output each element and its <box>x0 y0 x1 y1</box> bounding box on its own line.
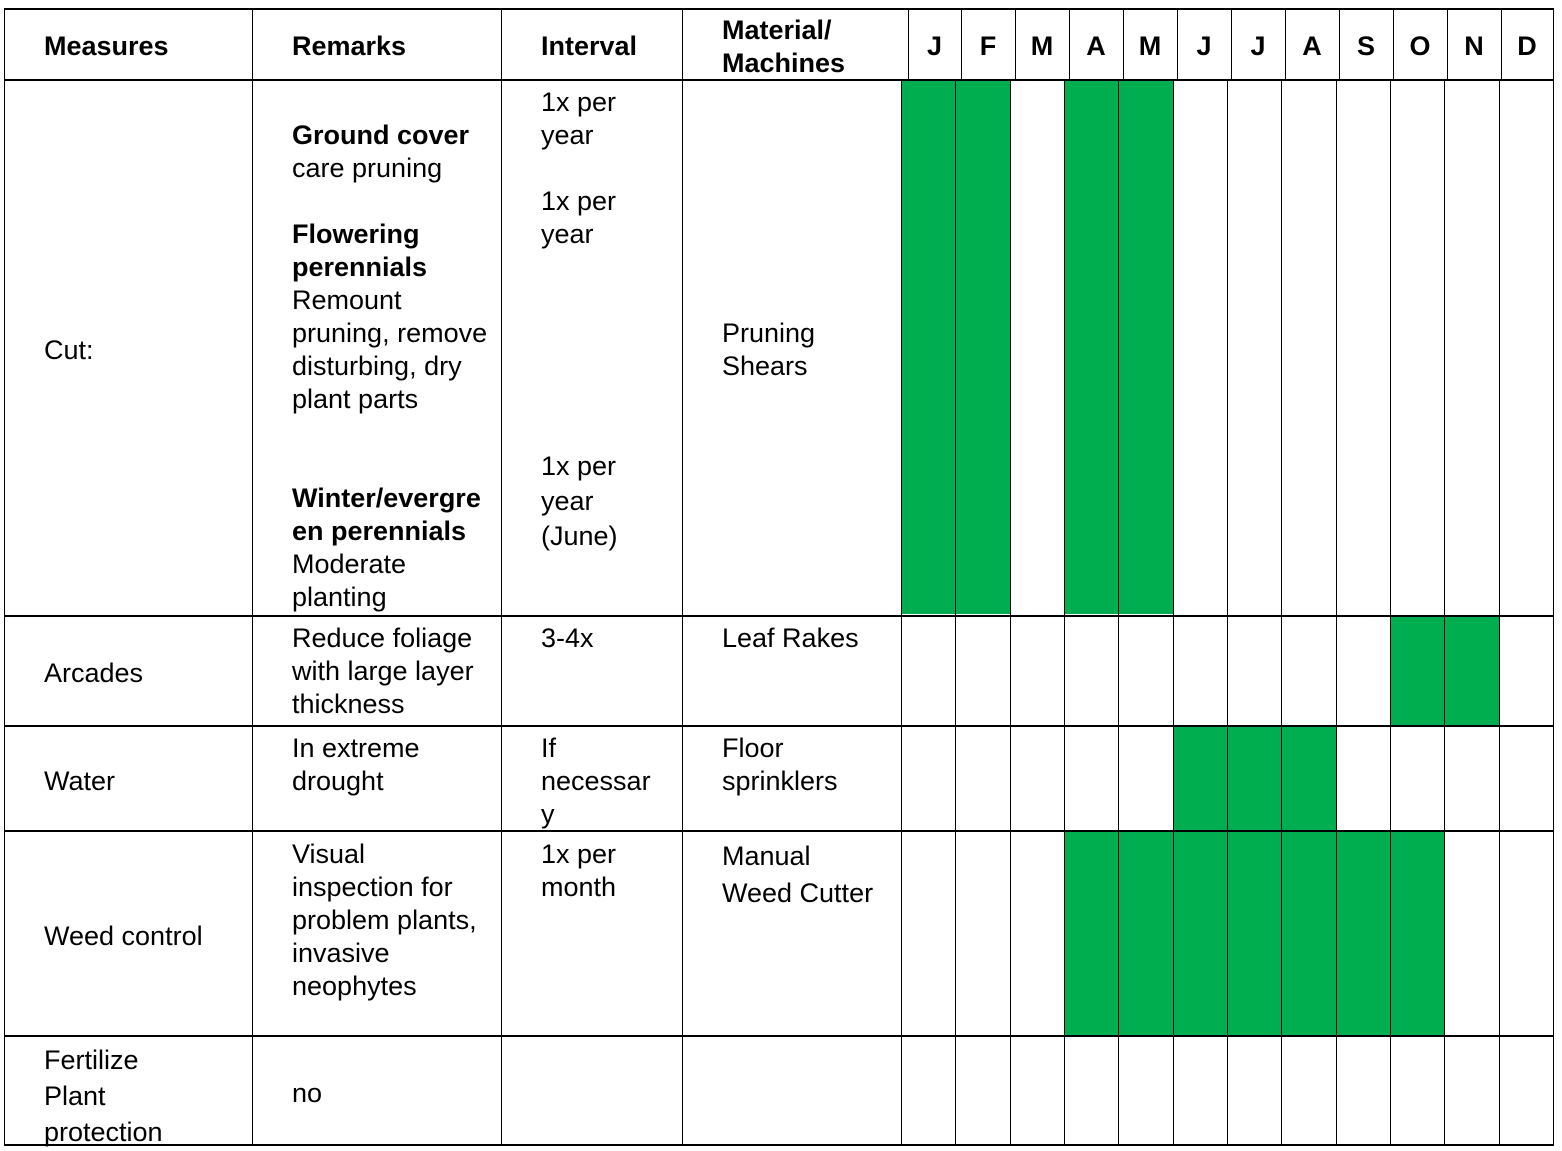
column-divider <box>1553 8 1554 1146</box>
month-active-cell <box>1228 832 1281 1035</box>
month-active-cell <box>1391 617 1444 725</box>
interval-arcades: 3-4x <box>541 623 594 653</box>
column-divider <box>682 8 683 1146</box>
row-divider <box>4 830 1554 832</box>
column-divider <box>252 8 253 1146</box>
header-interval: Interval <box>541 31 638 61</box>
material-cut: Pruning Shears <box>722 318 816 381</box>
row-divider <box>4 725 1554 727</box>
month-column-divider <box>1281 80 1282 1145</box>
remark-weed-control: Visual inspection for problem plants, invasive neophytes <box>292 839 477 1001</box>
month-header: M <box>1138 31 1162 61</box>
measure-fertilize: Fertilize Plant protection <box>44 1045 163 1147</box>
month-header: A <box>1086 31 1106 61</box>
month-header: J <box>926 31 943 61</box>
material-arcades: Leaf Rakes <box>722 623 859 653</box>
month-column-divider <box>1444 80 1445 1145</box>
month-active-cell <box>1228 727 1281 830</box>
month-header: O <box>1409 31 1431 61</box>
measure-cut: Cut: <box>44 335 94 365</box>
month-active-cell <box>956 80 1010 614</box>
month-column-divider <box>1010 80 1011 1145</box>
month-column-divider <box>1064 80 1065 1145</box>
interval-ground-cover: 1x per year <box>541 87 617 150</box>
column-divider <box>501 8 502 1146</box>
month-active-cell <box>1282 727 1336 830</box>
interval-flowering: 1x per year <box>541 186 617 249</box>
month-active-cell <box>1065 832 1118 1035</box>
month-column-divider <box>1390 80 1391 1145</box>
table-border-top <box>4 8 1554 10</box>
material-weed-control: Manual Weed Cutter <box>722 841 874 908</box>
remark-ground-cover: Ground cover care pruning <box>292 120 470 183</box>
month-header: N <box>1464 31 1484 61</box>
measure-arcades: Arcades <box>44 658 144 688</box>
header-measures: Measures <box>44 31 169 61</box>
month-header: F <box>979 31 997 61</box>
month-column-divider <box>955 80 956 1145</box>
measure-weed-control: Weed control <box>44 921 203 951</box>
month-active-cell <box>1065 80 1118 614</box>
month-active-cell <box>902 80 955 614</box>
interval-weed-control: 1x per month <box>541 839 617 902</box>
month-active-cell <box>1119 832 1173 1035</box>
column-divider <box>4 8 5 1146</box>
interval-winter: 1x per year (June) <box>541 451 618 551</box>
month-column-divider <box>901 80 902 1145</box>
header-remarks: Remarks <box>292 31 407 61</box>
month-column-divider <box>1499 80 1500 1145</box>
month-header: J <box>1250 31 1266 61</box>
row-divider <box>4 1035 1554 1037</box>
month-header: D <box>1517 31 1537 61</box>
month-active-cell <box>1445 617 1499 725</box>
month-active-cell <box>1119 80 1173 614</box>
row-divider <box>4 615 1554 617</box>
remark-flowering-perennials: Flowering perennials Remount pruning, remove disturbing, dry plant parts <box>292 219 488 414</box>
month-column-divider <box>1227 80 1228 1145</box>
month-header: S <box>1356 31 1375 61</box>
month-column-divider <box>1336 80 1337 1145</box>
month-header: J <box>1196 31 1212 61</box>
month-active-cell <box>1174 727 1227 830</box>
material-water: Floor sprinklers <box>722 733 838 796</box>
remark-arcades: Reduce foliage with large layer thickness <box>292 623 474 719</box>
table-border-bottom <box>4 1144 1554 1146</box>
measure-water: Water <box>44 766 116 796</box>
month-column-divider <box>1118 80 1119 1145</box>
month-active-cell <box>1282 832 1336 1035</box>
remark-fertilize: no <box>292 1078 323 1108</box>
month-header: A <box>1302 31 1322 61</box>
month-active-cell <box>1391 832 1444 1035</box>
interval-water: If necessar y <box>541 733 651 829</box>
remark-water: In extreme drought <box>292 733 420 796</box>
month-header: M <box>1030 31 1054 61</box>
month-active-cell <box>1337 832 1390 1035</box>
remark-winter-perennials: Winter/evergreen perennials Moderate planting <box>292 483 481 612</box>
month-active-cell <box>1174 832 1227 1035</box>
header-material: Material/ Machines <box>722 15 846 78</box>
month-column-divider <box>1173 80 1174 1145</box>
